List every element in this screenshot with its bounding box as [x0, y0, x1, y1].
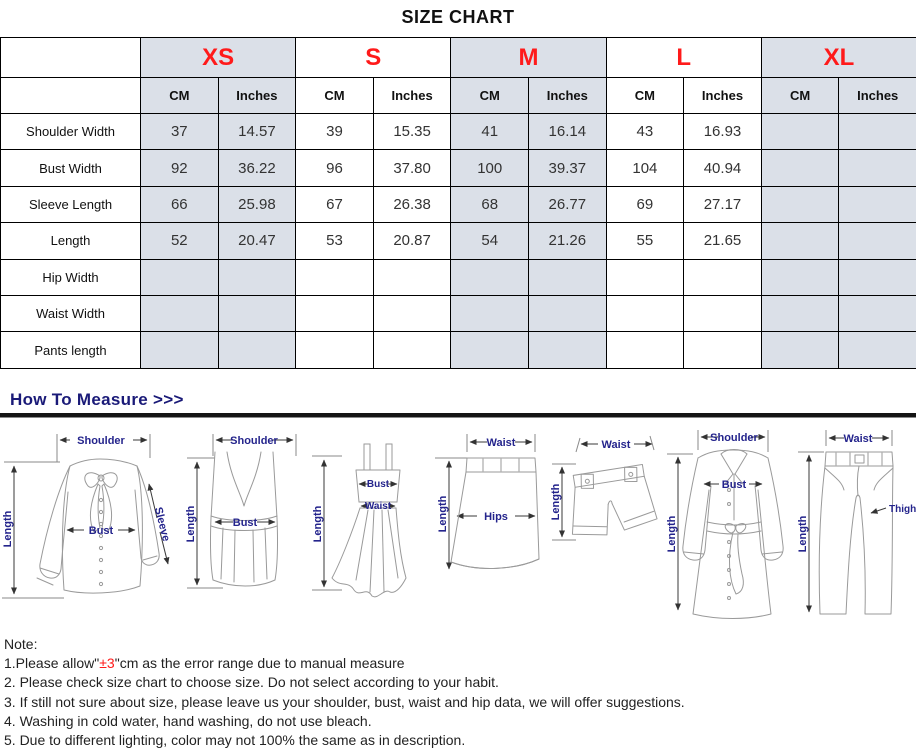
figure-pants — [796, 428, 916, 626]
size-value-cell: 26.77 — [529, 186, 607, 222]
dress-length-label: Length — [312, 505, 324, 542]
size-value-cell: 67 — [296, 186, 374, 222]
table-row-length — [1, 223, 916, 259]
figure-dress — [310, 428, 428, 626]
note1-prefix: 1.Please allow" — [4, 655, 99, 671]
table-row-sleeve-length — [1, 186, 916, 222]
unit-header: CM — [451, 78, 529, 114]
size-value-cell: 68 — [451, 186, 529, 222]
blouse-length-label: Length — [2, 510, 14, 547]
row-label: Pants length — [1, 332, 141, 368]
size-value-cell: 40.94 — [684, 150, 762, 186]
size-value-cell: 26.38 — [373, 186, 451, 222]
size-value-cell — [606, 332, 684, 368]
size-value-cell — [839, 186, 916, 222]
size-value-cell: 21.65 — [684, 223, 762, 259]
size-header-row — [1, 38, 916, 78]
figure-tank-top — [183, 428, 305, 626]
size-value-cell — [839, 150, 916, 186]
skirt-hips-label: Hips — [484, 511, 508, 523]
size-chart-table — [0, 37, 916, 369]
unit-header: Inches — [218, 78, 296, 114]
unit-header: CM — [296, 78, 374, 114]
unit-header: Inches — [529, 78, 607, 114]
divider-line — [0, 413, 916, 418]
size-header-m: M — [451, 38, 606, 78]
size-header-s: S — [296, 38, 451, 78]
how-to-measure-heading: How To Measure >>> — [10, 390, 916, 410]
measure-figures — [0, 428, 916, 628]
size-value-cell — [529, 295, 607, 331]
coat-shoulder-label: Shoulder — [710, 432, 758, 444]
figure-shorts — [550, 428, 658, 626]
size-value-cell — [373, 259, 451, 295]
note-line-4: 4. Washing in cold water, hand washing, do not use bleach. — [4, 712, 916, 731]
size-value-cell — [451, 259, 529, 295]
size-value-cell — [296, 332, 374, 368]
pants-guides — [798, 430, 892, 612]
table-row-hip-width — [1, 259, 916, 295]
size-value-cell — [839, 259, 916, 295]
unit-header: CM — [606, 78, 684, 114]
size-value-cell — [529, 332, 607, 368]
size-value-cell — [761, 259, 839, 295]
size-value-cell: 37.80 — [373, 150, 451, 186]
size-value-cell — [684, 259, 762, 295]
table-row-pants-length — [1, 332, 916, 368]
unit-header: CM — [141, 78, 219, 114]
size-value-cell: 43 — [606, 114, 684, 150]
pants-drawing — [819, 452, 893, 614]
row-label: Sleeve Length — [1, 186, 141, 222]
notes-heading: Note: — [4, 635, 916, 654]
tank-shoulder-label: Shoulder — [230, 435, 278, 447]
coat-drawing — [683, 449, 783, 618]
figure-coat — [663, 428, 791, 626]
coat-guides — [667, 430, 768, 610]
coat-bust-label: Bust — [722, 479, 747, 491]
size-header-xs: XS — [141, 38, 296, 78]
size-value-cell — [761, 223, 839, 259]
size-header-l: L — [606, 38, 761, 78]
tank-bust-label: Bust — [233, 517, 258, 529]
size-value-cell: 20.87 — [373, 223, 451, 259]
size-value-cell — [761, 186, 839, 222]
size-value-cell — [218, 259, 296, 295]
blouse-sleeve-label: Sleeve — [152, 506, 172, 543]
blouse-shoulder-label: Shoulder — [77, 435, 125, 447]
unit-header-row — [1, 78, 916, 114]
size-value-cell — [761, 332, 839, 368]
size-value-cell: 52 — [141, 223, 219, 259]
dress-waist-label: Waist — [365, 501, 392, 512]
size-value-cell — [839, 332, 916, 368]
shorts-length-label: Length — [550, 483, 562, 520]
pants-length-label: Length — [797, 515, 809, 552]
unit-header: CM — [761, 78, 839, 114]
size-value-cell: 66 — [141, 186, 219, 222]
size-value-cell — [373, 332, 451, 368]
size-value-cell — [684, 332, 762, 368]
size-value-cell — [839, 295, 916, 331]
size-value-cell: 39.37 — [529, 150, 607, 186]
dress-drawing — [332, 444, 406, 597]
size-value-cell — [606, 259, 684, 295]
size-value-cell: 14.57 — [218, 114, 296, 150]
size-value-cell — [684, 295, 762, 331]
size-value-cell: 55 — [606, 223, 684, 259]
size-value-cell: 36.22 — [218, 150, 296, 186]
dress-bust-label: Bust — [367, 479, 390, 490]
row-label: Waist Width — [1, 295, 141, 331]
size-value-cell — [141, 259, 219, 295]
note1-tolerance: ±3 — [99, 655, 114, 671]
note-line-5: 5. Due to different lighting, color may not 100% the same as in description. — [4, 731, 916, 750]
size-value-cell: 25.98 — [218, 186, 296, 222]
skirt-guides — [435, 434, 535, 569]
unit-header: Inches — [684, 78, 762, 114]
size-value-cell: 96 — [296, 150, 374, 186]
shorts-waist-label: Waist — [602, 439, 631, 451]
size-value-cell: 41 — [451, 114, 529, 150]
size-value-cell: 69 — [606, 186, 684, 222]
size-value-cell — [451, 332, 529, 368]
size-value-cell: 20.47 — [218, 223, 296, 259]
coat-length-label: Length — [666, 515, 678, 552]
size-value-cell — [296, 259, 374, 295]
size-value-cell: 16.93 — [684, 114, 762, 150]
size-value-cell — [451, 295, 529, 331]
size-value-cell — [218, 332, 296, 368]
size-value-cell — [761, 295, 839, 331]
size-value-cell: 54 — [451, 223, 529, 259]
size-value-cell — [606, 295, 684, 331]
note-line-2: 2. Please check size chart to choose size. Do not select according to your habit. — [4, 673, 916, 692]
size-value-cell — [218, 295, 296, 331]
tank-guides — [187, 434, 296, 588]
size-value-cell — [761, 150, 839, 186]
table-row-bust-width — [1, 150, 916, 186]
table-row-shoulder-width — [1, 114, 916, 150]
size-value-cell: 39 — [296, 114, 374, 150]
unit-header: Inches — [373, 78, 451, 114]
corner-cell — [1, 38, 141, 78]
row-label: Shoulder Width — [1, 114, 141, 150]
shorts-drawing — [563, 463, 658, 540]
size-header-xl: XL — [761, 38, 916, 78]
blouse-guides — [2, 434, 168, 598]
notes-section — [4, 635, 916, 751]
row-label: Bust Width — [1, 150, 141, 186]
page-title: SIZE CHART — [0, 0, 916, 37]
size-value-cell: 15.35 — [373, 114, 451, 150]
skirt-waist-label: Waist — [487, 437, 516, 449]
size-value-cell: 100 — [451, 150, 529, 186]
row-label: Length — [1, 223, 141, 259]
size-value-cell: 21.26 — [529, 223, 607, 259]
figure-blouse — [0, 428, 178, 626]
figure-skirt — [433, 428, 545, 626]
unit-header: Inches — [839, 78, 916, 114]
size-value-cell — [141, 295, 219, 331]
size-value-cell: 16.14 — [529, 114, 607, 150]
size-value-cell: 53 — [296, 223, 374, 259]
size-value-cell — [839, 223, 916, 259]
size-value-cell — [529, 259, 607, 295]
size-value-cell: 92 — [141, 150, 219, 186]
note1-suffix: "cm as the error range due to manual measure — [115, 655, 405, 671]
table-row-waist-width — [1, 295, 916, 331]
row-label: Hip Width — [1, 259, 141, 295]
size-value-cell — [839, 114, 916, 150]
note-line-3: 3. If still not sure about size, please leave us your shoulder, bust, waist and hip data, we will offer suggestions. — [4, 693, 916, 712]
note-line-1 — [4, 654, 916, 673]
size-value-cell — [141, 332, 219, 368]
blouse-bust-label: Bust — [89, 525, 114, 537]
size-value-cell — [373, 295, 451, 331]
tank-length-label: Length — [185, 505, 197, 542]
size-value-cell: 104 — [606, 150, 684, 186]
size-value-cell: 27.17 — [684, 186, 762, 222]
size-value-cell — [761, 114, 839, 150]
pants-waist-label: Waist — [844, 433, 873, 445]
skirt-length-label: Length — [437, 495, 449, 532]
size-value-cell — [296, 295, 374, 331]
size-value-cell: 37 — [141, 114, 219, 150]
shorts-guides — [552, 436, 654, 540]
pants-thigh-label: Thigh — [889, 504, 916, 515]
corner-cell — [1, 78, 141, 114]
